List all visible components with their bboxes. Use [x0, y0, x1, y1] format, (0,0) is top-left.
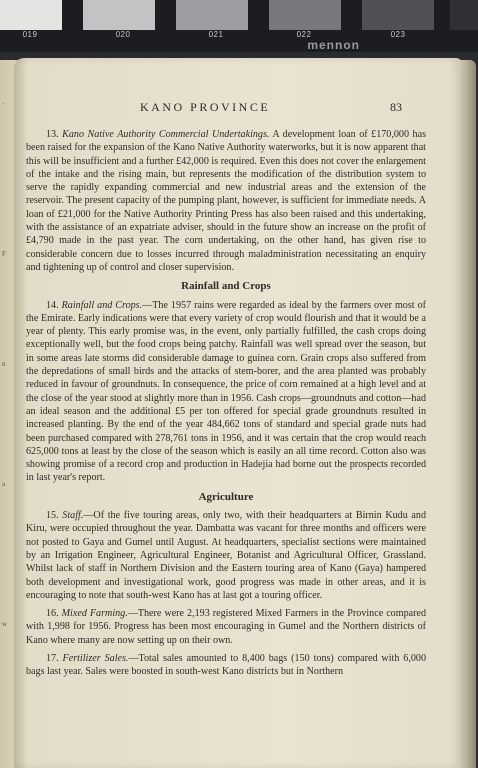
paragraph-heading: Kano Native Authority Commercial Undertakings.: [62, 129, 270, 140]
paragraph-heading: Mixed Farming.: [61, 608, 128, 620]
scale-label: 022: [296, 30, 312, 39]
scale-label: 020: [115, 30, 131, 39]
paragraph-heading: Fertilizer Sales.: [62, 652, 129, 664]
section-heading: Agriculture: [198, 490, 254, 503]
scale-label: 021: [208, 30, 224, 39]
brand-logo: mennon: [307, 38, 360, 52]
paragraph-14: 14. Rainfall and Crops.—The 1957 rains were regarded as ideal by the farmers over most of the Emirate. Early indications were that every variety of crop would flourish and that it would be a year of plenty. This early promise was, in the event, only partially fulfilled, the cash crops doing exceptionally well, but the food crops being patchy. Rainfall was well spread over the season, but in some areas late storms did considerable damage to guinea corn. Grain crops also suffered from the depredations of small birds and the attacks of stem-borer, and the area planted was probably reduced in favour of groundnuts. In consequence, the price of corn remained at a high level and at the close of the year stood at slightly more than in 1956. Cash crops—groundnuts and cotton—had an ideal season and the additional £5 per ton offered for special grade groundnuts resulted in increased planting. By the end of the year 484,662 tons of standard and special grade nuts had been purchased compared with 278,761 tons in 1956, and it was certain that the crop would reach 625,000 tons at least by the close of the season which is easily an all time record. Cotton also was showing promise of a record crop and production in Hadejia had borne out the prospects recorded in last year's report.: [26, 299, 426, 484]
facing-page-edge: · F n a w: [0, 60, 24, 768]
color-patch: [0, 0, 62, 30]
paragraph-15: 15. Staff.—Of the five touring areas, only two, with their headquarters at Birnin Kudu and Kiru, were occupied throughout the year. Dambatta was vacant for three months and officers were not posted to Gaya and Gumel until August. At headquarters, specialist sections were maintained by an Irrigation Engineer, Agricultural Engineer, Botanist and Agricultural Officer, Grassland. Whilst lack of staff in Northern Division and the Eastern touring area of Kano (Gaya) hampered both development and investigational work, good progress was made in other areas, and it is encouraging to note that south-west Kano has at last got a touring officer.: [26, 510, 426, 601]
page-body: [26, 128, 426, 684]
color-patch: [450, 0, 478, 30]
color-patch: [362, 0, 434, 30]
scale-label: 019: [22, 30, 38, 39]
page-stack-edge: [460, 60, 476, 768]
color-patch: [269, 0, 341, 30]
color-patch: [176, 0, 248, 30]
page-number: 83: [390, 100, 402, 114]
paragraph-heading: Staff.: [62, 510, 84, 522]
color-scale-strip: [0, 0, 478, 52]
scale-label: 023: [390, 30, 406, 39]
paragraph-heading: Rainfall and Crops.: [61, 299, 143, 311]
paragraph-17: 17. Fertilizer Sales.—Total sales amounted to 8,400 bags (150 tons) compared with 6,000 bags last year. Sales were boosted in south-west Kano districts but in Northern: [26, 652, 426, 678]
color-patch: [83, 0, 155, 30]
paragraph-13: 13. Kano Native Authority Commercial Undertakings. A development loan of £170,000 has been raised for the expansion of the Kano Native Authority waterworks, but it is now apparent that this will be insufficient and a further £42,000 is required. Even this does not cover the enlargement of the intake and the rising main, but represents the modification of the distribution system to serve the rapidly expanding commercial and new industrial areas and the extension of the reservoir. The present capacity of the pumping plant, however, is sufficient for immediate needs. A loan of £21,000 for the Native Authority Printing Press has also been raised and this undertaking, with the assistance of an expatriate adviser, should in the future show an increase on the profit of £4,790 made in the past year. The corn undertaking, on the other hand, has given rise to considerable concern due to losses incurred through maladministration necessitating an enquiry and tightening up of control and closer supervision.: [26, 129, 427, 273]
book-page: [14, 58, 462, 768]
paragraph-16: 16. Mixed Farming.—There were 2,193 registered Mixed Farmers in the Province compared with 1,998 for 1956. Progress has been most encouraging in Gumel and the Northern districts of Kano where many are now setting up on their own.: [26, 608, 426, 646]
running-head: KANO PROVINCE: [140, 100, 271, 114]
section-heading: Rainfall and Crops: [181, 280, 271, 293]
